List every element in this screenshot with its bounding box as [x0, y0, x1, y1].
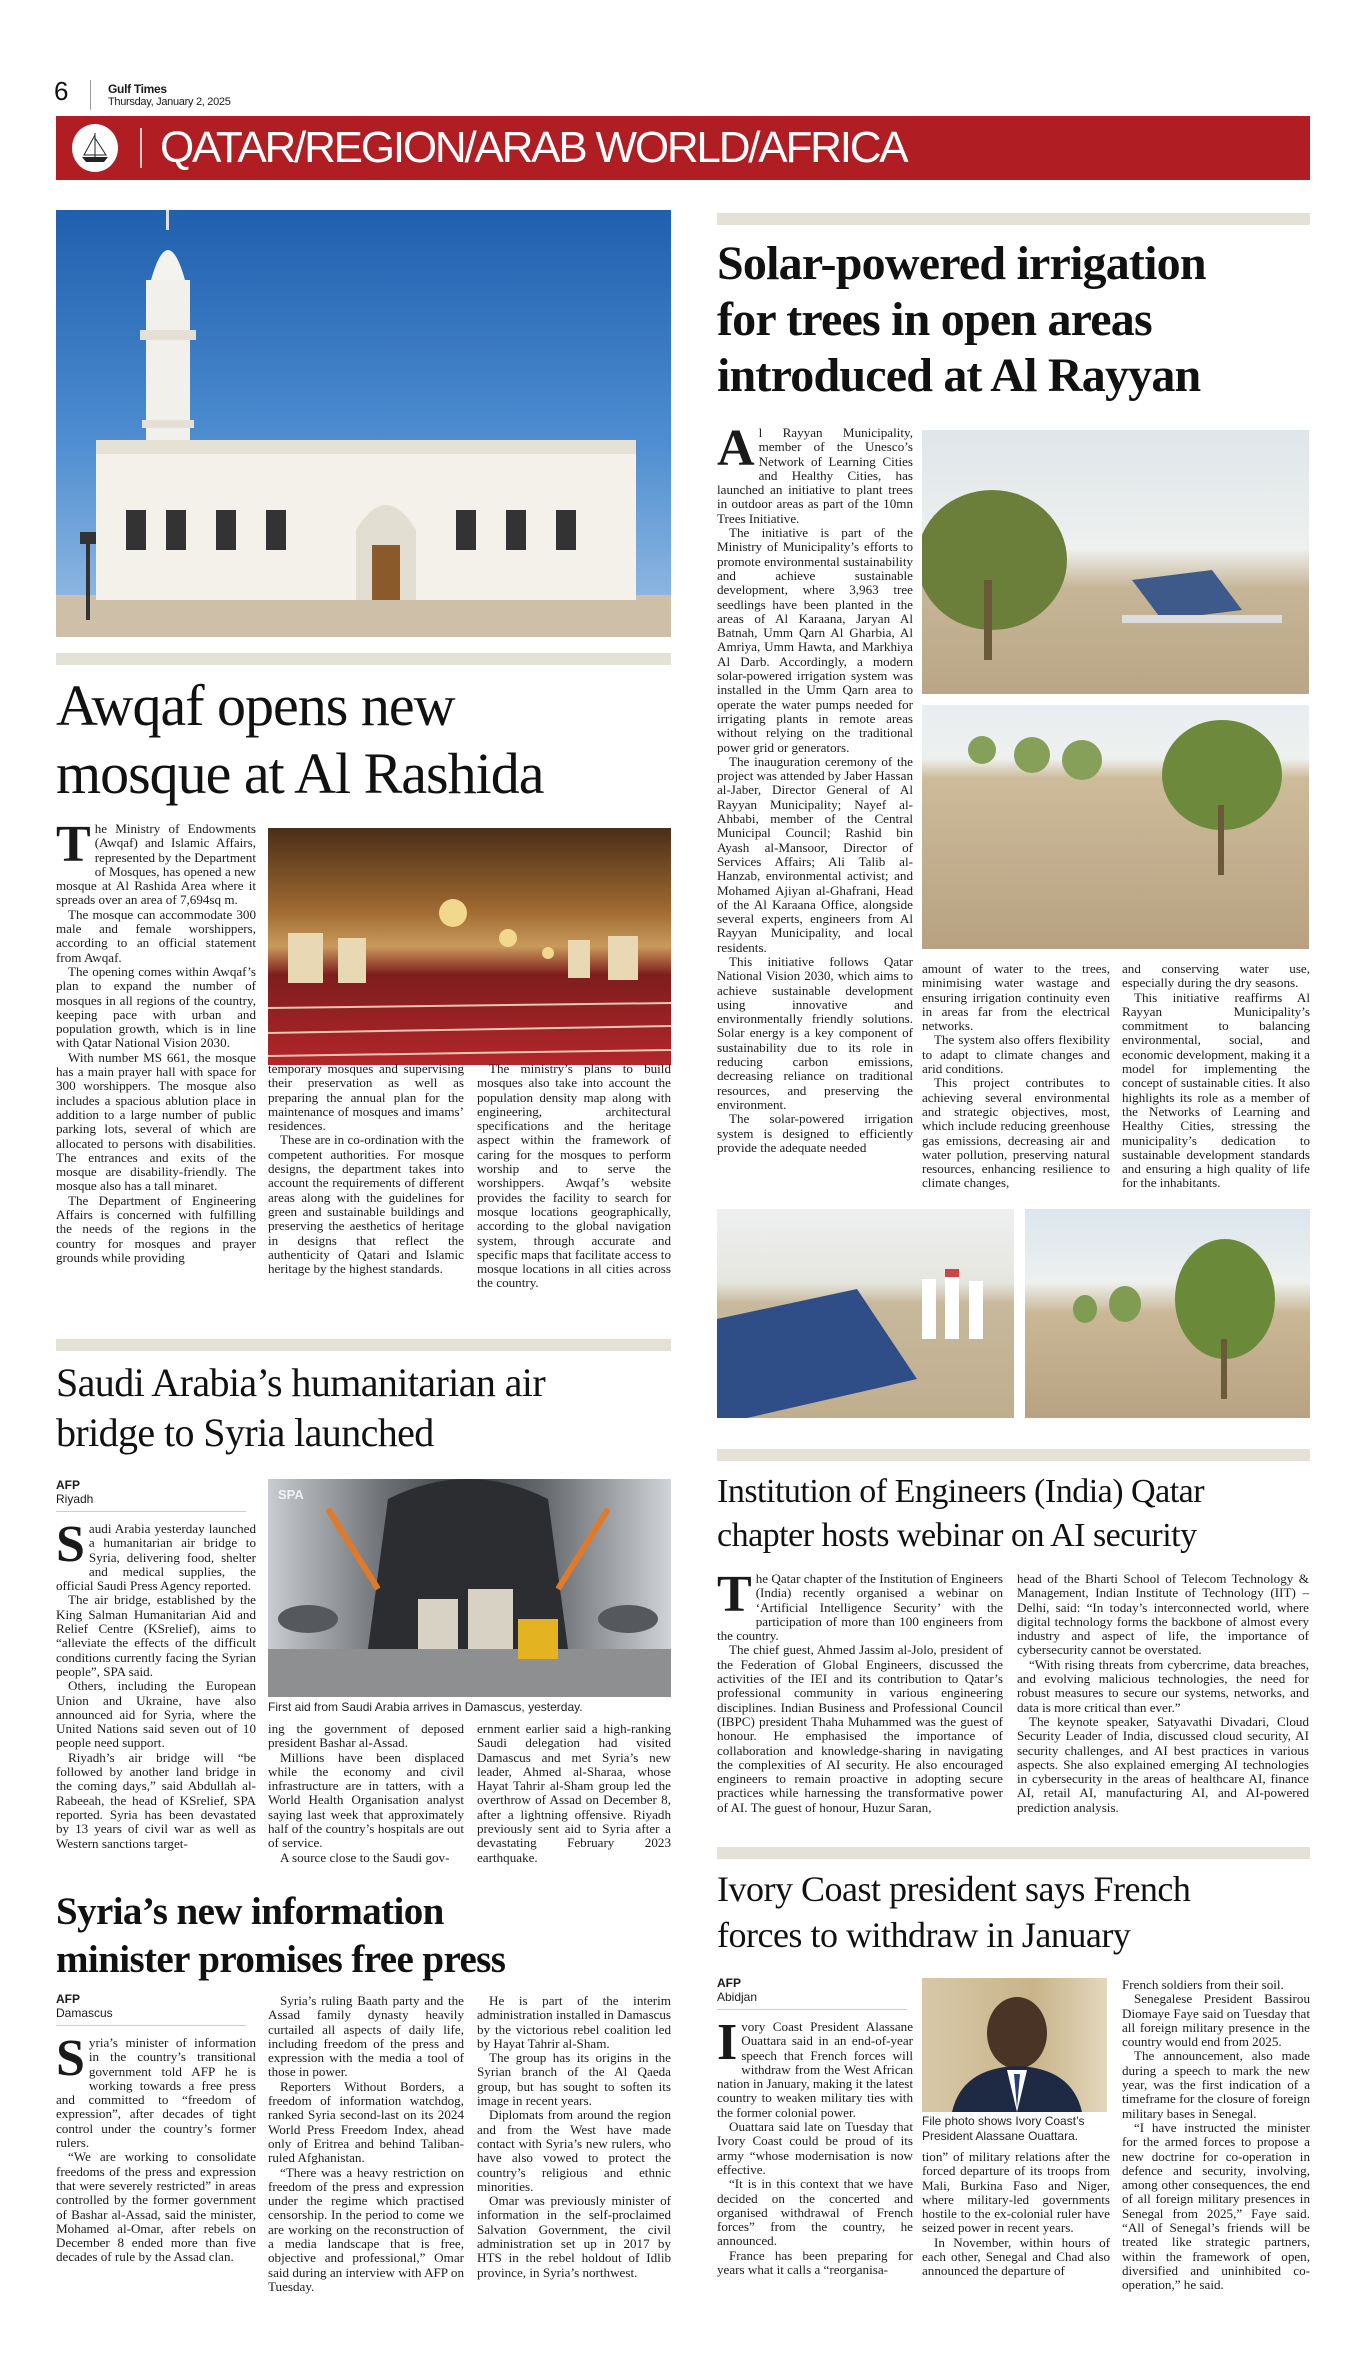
paragraph: Ivory Coast President Alassane Ouattara said in an end-of-year speech that French forces will withdraw from the West African nation in January, making it the latest country to weaken military ties with the former colonial power.	[717, 2014, 913, 2120]
paragraph: Others, including the European Union and Ukraine, have also announced aid for Syria, where the United Nations said seven out of 10 people need support.	[56, 1678, 256, 1751]
article-column	[56, 816, 256, 1265]
headline-line: mosque at Al Rashida	[56, 741, 544, 806]
mosque-exterior-photo	[56, 210, 671, 637]
headline-solar	[717, 236, 1317, 404]
divider	[90, 80, 91, 110]
paragraph: The mosque can accommodate 300 male and female worshippers, according to an official statement from Awqaf.	[56, 906, 256, 965]
section-rule	[717, 1449, 1310, 1461]
paragraph: The system also offers flexibility to adapt to climate changes and arid conditions.	[922, 1032, 1110, 1077]
paragraph: A source close to the Saudi gov-	[280, 1849, 450, 1865]
divider	[140, 128, 142, 168]
byline-rule	[717, 2009, 907, 2010]
paragraph: Ouattara said late on Tuesday that Ivory Coast could be proud of its army “whose modernisation is now effective.	[717, 2119, 913, 2177]
headline-line: Institution of Engineers (India) Qatar	[717, 1473, 1205, 1510]
paragraph: This project contributes to achieving several environmental and strategic objectives, most, which include reducing greenhouse gas emissions, decreasing air and water pollution, preserving natural resources, enhancing resilience to climate changes,	[922, 1075, 1110, 1191]
aid-plane-photo	[268, 1479, 671, 1697]
paragraph: Riyadh’s air bridge will “be followed by another land bridge in the coming days,” said Abdullah al-Rabeeah, the head of KSrelief, SPA reported. Syria has been devastated by 13 years of civil war as well as Western sanctions target-	[56, 1749, 256, 1851]
headline-line: minister promises free press	[56, 1938, 506, 1981]
headline-line: Syria’s new information	[56, 1890, 444, 1933]
paragraph: “We are working to consolidate freedoms of the press and expression that were severely restricted” in areas controlled by the former government of Bashar al-Assad, said the minister, Mohamed al-Omar, after rebels on December 8 ended more than five decades of rule by the Assad clan.	[56, 2149, 256, 2265]
article-column	[1122, 1978, 1310, 2293]
paragraph: French soldiers from their soil.	[1122, 1977, 1284, 1992]
paragraph: “It is in this context that we have decided on the concerted and organised withdrawal of French forces” from the country, he announced.	[717, 2176, 913, 2249]
paragraph: ing the government of deposed president Bashar al-Assad.	[268, 1721, 464, 1751]
article-column	[268, 1062, 464, 1276]
photo-watermark: SPA	[278, 1487, 304, 1502]
paragraph: temporary mosques and supervising their preservation as well as preparing the annual plan for the maintenance of mosques and imams’ residences.	[268, 1061, 464, 1134]
headline-ivory	[717, 1866, 1317, 1958]
paragraph: Syria’s ruling Baath party and the Assad family dynasty heavily curtailed all aspects of daily life, including freedom of the press and expression with the media a tool of those in power.	[268, 1993, 464, 2080]
paragraph: Millions have been displaced while the economy and civil infrastructure are in tatters, with a World Health Organisation analyst saying last week that approximately half of the country’s hospitals are out of service.	[268, 1749, 464, 1851]
paragraph: The Ministry of Endowments (Awqaf) and Islamic Affairs, represented by the Department of Mosques, has opened a new mosque at Al Rashida Area where it spreads over an area of 7,694sq m.	[56, 816, 256, 908]
article-column	[268, 1994, 464, 2294]
page-number: 6	[54, 76, 69, 106]
paragraph: The solar-powered irrigation system is designed to efficiently provide the adequate needed	[717, 1111, 913, 1155]
section-rule	[717, 1847, 1310, 1859]
paragraph: This initiative reaffirms Al Rayyan Municipality’s commitment to balancing environmental, social, and economic development, making it a model for implementing the concept of sustainable cities. It also highlights its role as a member of the Networks of Learning and Healthy Cities, stressing the municipality’s dedication to sustainable development standards and ensuring a high quality of life for the inhabitants.	[1122, 989, 1310, 1191]
article-column	[477, 1722, 671, 1865]
paragraph: ernment earlier said a high-ranking Saudi delegation had visited Damascus and met Syria’s new leader, Ahmed al-Sharaa, whose Hayat Tahrir al-Sham group led the overthrow of Assad on December 8, after a lightning offensive. Riyadh previously sent aid to Syria after a devastating February 2023 earthquake.	[477, 1721, 671, 1865]
byline-agency: AFP	[717, 1976, 741, 1990]
paragraph: Saudi Arabia yesterday launched a humanitarian air bridge to Syria, delivering food, shelter and medical supplies, the official Saudi Press Agency reported.	[56, 1516, 256, 1594]
section-title: QATAR/REGION/ARAB WORLD/AFRICA	[160, 123, 907, 172]
headline-line: forces to withdraw in January	[717, 1915, 1131, 1955]
paragraph: amount of water to the trees, minimising water wastage and ensuring irrigation continuity even in areas far from the electrical networks.	[922, 961, 1110, 1034]
article-column	[1122, 962, 1310, 1191]
paragraph: Senegalese President Bassirou Diomaye Faye said on Tuesday that all foreign military presence in the country would end from 2025.	[1122, 1991, 1310, 2050]
paper-name: Gulf Times	[108, 82, 167, 96]
photo-caption: First aid from Saudi Arabia arrives in Damascus, yesterday.	[268, 1700, 583, 1714]
paragraph: and conserving water use, especially during the dry seasons.	[1122, 961, 1310, 991]
paragraph: France has been preparing for years what it calls a “reorganisa-	[717, 2247, 913, 2278]
headline-awqaf	[56, 672, 671, 808]
byline-rule	[56, 2025, 246, 2026]
solar-panel-tree-photo	[922, 430, 1309, 694]
article-column	[717, 2014, 913, 2278]
paragraph: “With rising threats from cybercrime, data breaches, and evolving malicious technologies, the need for robust measures to secure our systems, networks, and data is more critical than ever.”	[1017, 1656, 1309, 1715]
paragraph: Reporters Without Borders, a freedom of information watchdog, ranked Syria second-last on its 2024 World Press Freedom Index, ahead only of Eritrea and behind Taliban-ruled Afghanistan.	[268, 2078, 464, 2166]
section-rule	[56, 653, 671, 665]
headline-line: Awqaf opens new	[56, 673, 455, 738]
planted-trees-photo	[1025, 1209, 1310, 1418]
paragraph: These are in co-ordination with the competent authorities. For mosque designs, the department takes into account the requirements of different areas along with the guidelines for green and sustainable buildings and preserving the aesthetics of heritage in designs that reflect the authenticity of Qatari and Islamic heritage by the highest standards.	[268, 1132, 464, 1277]
article-column	[1017, 1572, 1309, 1815]
issue-date: Thursday, January 2, 2025	[108, 96, 231, 108]
tree-row-photo	[922, 705, 1309, 949]
headline-line: Saudi Arabia’s humanitarian air	[56, 1360, 546, 1405]
byline-dateline: Riyadh	[56, 1492, 94, 1506]
byline-rule	[56, 1511, 246, 1512]
paragraph: Omar was previously minister of information in the self-proclaimed Salvation Government, the civil administration set up in 2017 by HTS in the rebel holdout of Idlib province, in Syria’s northwest.	[477, 2193, 671, 2280]
paragraph: This initiative follows Qatar National Vision 2030, which aims to achieve sustainable development using innovative and environmentally friendly solutions. Solar energy is a key component of sustainability due to its role in reducing carbon emissions, decreasing reliance on traditional resources, and preserving the environment.	[717, 953, 913, 1112]
article-column	[56, 1516, 256, 1851]
paragraph: The initiative is part of the Ministry of Municipality’s efforts to promote environmental sustainability and achieve sustainable development, where 3,963 tree seedlings have been planted in the areas of Al Karaana, Jaryan Al Batnah, Umm Qarn Al Gharbia, Al Amriya, Umm Hawta, and Markhiya Al Darb. Accordingly, a modern solar-powered irrigation system was installed in the Umm Qarn area to operate the water pumps needed for irrigating plants in remote areas without relying on the traditional power grid or generators.	[717, 525, 913, 755]
paragraph: “There was a heavy restriction on freedom of the press and expression under the regime which practised censorship. In the period to come we are working on the reconstruction of a media landscape that is free, objective and professional,” Omar said during an interview with AFP on Tuesday.	[268, 2164, 464, 2294]
headline-iei	[717, 1470, 1317, 1558]
article-column	[922, 962, 1110, 1191]
paragraph: He is part of the interim administration installed in Damascus by the victorious rebel coalition led by Hayat Tahrir al-Sham.	[477, 1993, 671, 2051]
article-column	[477, 1994, 671, 2280]
section-rule	[56, 1339, 671, 1351]
solar-panels-officials-photo	[717, 1209, 1014, 1418]
section-rule	[717, 213, 1310, 225]
paragraph: The announcement, also made during a speech to mark the new year, was the first indication of a timeframe for the closure of foreign military bases in Senegal.	[1122, 2048, 1310, 2121]
paragraph: The keynote speaker, Satyavathi Divadari, Cloud Security Leader of India, discussed cloud security, AI security challenges, and AI best practices in various aspects. She also explained emerging AI technologies in cybersecurity in the areas of healthcare AI, finance AI, retail AI, manufacturing AI, and AI-powered prediction analysis.	[1017, 1713, 1309, 1815]
byline-dateline: Damascus	[56, 2006, 113, 2020]
paragraph: The ministry’s plans to build mosques also take into account the population density map along with engineering, architectural specifications and the heritage aspect within the framework of caring for the mosques to perform worship and to serve the worshippers. Awqaf’s website provides the facility to search for mosque locations geographically, according to the global navigation system, through accurate and specific maps that facilitate access to mosque locations in all cities across the country.	[477, 1061, 671, 1291]
headline-line: bridge to Syria launched	[56, 1410, 434, 1455]
byline-dateline: Abidjan	[717, 1990, 758, 2004]
headline-line: chapter hosts webinar on AI security	[717, 1517, 1197, 1554]
paragraph: The inauguration ceremony of the project was attended by Jaber Hassan al-Jaber, Director General of Al Rayyan Municipality; Nayef al-Ahbabi, member of the Central Municipal Council; Rashid bin Ayash al-Mansoor, Director of Services Affairs; Ali Talib al-Hanzab, environmental activist; and Mohamed Ajiyan al-Ghafrani, Head of the Al Karaana Office, alongside several experts, engineers from Al Rayyan Municipality, and local residents.	[717, 753, 913, 955]
paragraph: tion” of military relations after the forced departure of its troops from Mali, Burkina Faso and Niger, where military-led governments hostile to the ex-colonial ruler have seized power in recent years.	[922, 2149, 1110, 2236]
paragraph: Al Rayyan Municipality, member of the Unesco’s Network of Learning Cities and Healthy Cities, has launched an initiative to plant trees in outdoor areas as part of the 10mn Trees Initiative.	[717, 420, 913, 526]
headline-line: for trees in open areas	[717, 293, 1152, 346]
paragraph: With number MS 661, the mosque has a main prayer hall with space for 300 worshippers. The mosque also includes a spacious ablution place in addition to a large number of public parking lots, several of which are allocated to persons with disabilities. The entrances and exits of the mosque are disability-friendly. The mosque also has a tall minaret.	[56, 1049, 256, 1194]
paragraph: The Qatar chapter of the Institution of Engineers (India) recently organised a webinar on ‘Artificial Intelligence Security’ with the participation of more than 100 engineers from the country.	[717, 1566, 1003, 1644]
paragraph: Diplomats from around the region and from the West have made contact with Syria’s new rulers, who have also vowed to protect the country’s religious and ethnic minorities.	[477, 2107, 671, 2194]
paragraph: head of the Bharti School of Telecom Technology & Management, Indian Institute of Technology (IIT) – Delhi, said: “In today’s interconnected world, where digital technology forms the backbone of almost every industry and aspect of life, the importance of cybersecurity cannot be overstated.	[1017, 1571, 1309, 1658]
paragraph: The air bridge, established by the King Salman Humanitarian Aid and Relief Centre (KSrelief), aims to “alleviate the effects of the difficult conditions currently facing the Syrian people”, SPA said.	[56, 1592, 256, 1679]
paragraph: The chief guest, Ahmed Jassim al-Jolo, president of the Federation of Global Engineers, discussed the activities of the IEI and its contribution to Qatar’s professional community in various engineering disciplines. Indian Business and Professional Council (IBPC) president Thaha Muhammed was the guest of honour. He emphasised the importance of collaboration and knowledge-sharing in navigating the complexities of AI security. He also encouraged engineers to remain proactive in adopting secure practices while harnessing the transformative power of AI. The guest of honour, Huzur Saran,	[717, 1642, 1003, 1815]
headline-line: introduced at Al Rayyan	[717, 349, 1201, 402]
byline-agency: AFP	[56, 1992, 80, 2006]
paragraph: The opening comes within Awqaf’s plan to expand the number of mosques in all regions of the country, keeping pace with urban and population growth, which is in line with Qatar National Vision 2030.	[56, 963, 256, 1051]
photo-caption: File photo shows Ivory Coast’s President Alassane Ouattara.	[922, 2114, 1085, 2143]
headline-line: Solar-powered irrigation	[717, 237, 1206, 290]
mosque-interior-photo	[268, 828, 671, 1065]
article-column	[922, 2150, 1110, 2279]
paragraph: Syria’s minister of information in the country’s transitional government told AFP he is working towards a free press and committed to “freedom of expression”, after decades of tight control under the country’s former rulers.	[56, 2030, 256, 2151]
article-column	[717, 420, 913, 1155]
paragraph: The Department of Engineering Affairs is concerned with fulfilling the needs of the regions in the country for mosques and prayer grounds while providing	[56, 1192, 256, 1265]
paragraph: “I have instructed the minister for the armed forces to propose a new doctrine for co-operation in defence and security, involving, among other consequences, the end of all foreign military presences in Senegal from 2025,” Faye said. “All of Senegal’s friends will be treated like strategic partners, within the framework of open, diversified and uninhibited co-operation,” he said.	[1122, 2119, 1310, 2293]
dhow-logo-icon	[72, 124, 118, 172]
article-column	[268, 1722, 464, 1865]
paragraph: The group has its origins in the Syrian branch of the Al Qaeda group, but has sought to soften its image in recent years.	[477, 2050, 671, 2109]
ouattara-portrait-photo	[922, 1978, 1107, 2112]
article-column	[56, 2030, 256, 2265]
headline-syria	[56, 1888, 676, 1984]
article-column	[717, 1566, 1003, 1815]
article-column	[477, 1062, 671, 1291]
paragraph: In November, within hours of each other, Senegal and Chad also announced the departure of	[922, 2234, 1110, 2279]
byline-agency: AFP	[56, 1478, 80, 1492]
headline-saudi	[56, 1358, 676, 1458]
headline-line: Ivory Coast president says French	[717, 1869, 1191, 1909]
